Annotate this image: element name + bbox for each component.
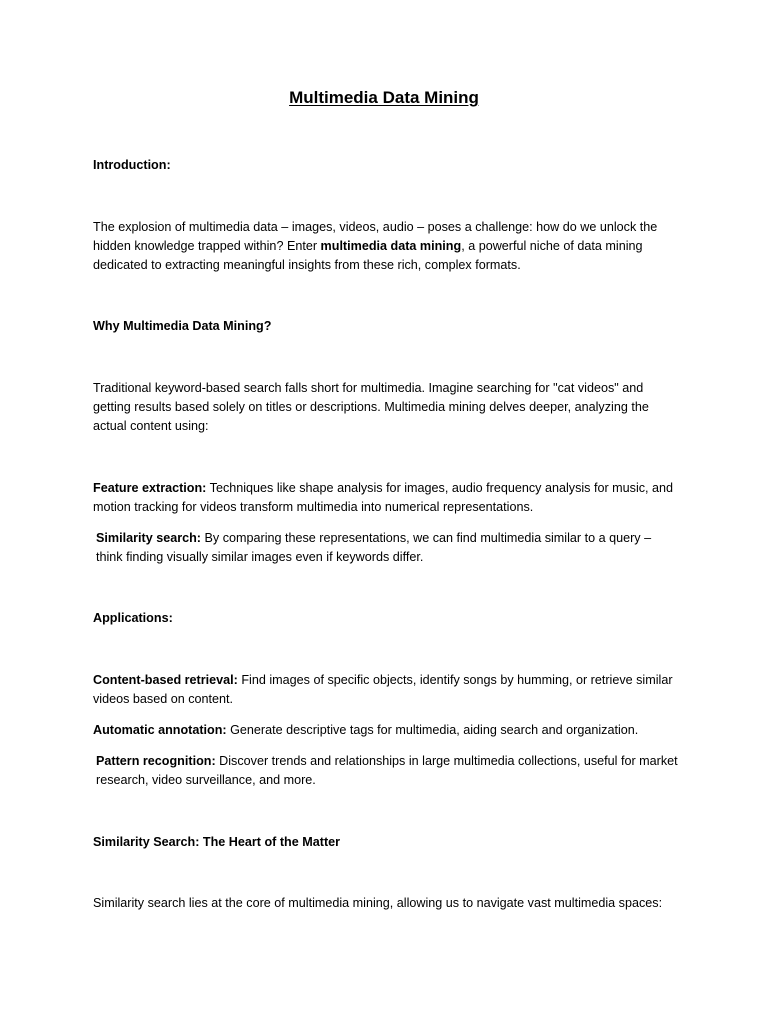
similarity-search-text: By comparing these representations, we can find multimedia similar to a query – think finding visually similar images even if keywords differ. xyxy=(96,531,652,564)
pattern-recognition-text: Discover trends and relationships in large multimedia collections, useful for market research, video surveillance, and more. xyxy=(96,754,678,787)
why-paragraph: Traditional keyword-based search falls short for multimedia. Imagine searching for "cat videos" and getting results based solely on titles or descriptions. Multimedia mining delves deeper, analyzing the actual content using: xyxy=(93,381,649,433)
intro-text-start: The explosion of multimedia data – images, videos, audio – poses a challenge: how do we unlock the hidden knowledge trapped within? Enter xyxy=(93,220,658,253)
introduction-heading: Introduction: xyxy=(93,158,171,172)
content-based-retrieval-item xyxy=(93,671,678,709)
similarity-heading: Similarity Search: The Heart of the Matter xyxy=(93,835,341,849)
document-title: Multimedia Data Mining xyxy=(289,88,479,107)
content-based-retrieval-label: Content-based retrieval: xyxy=(93,673,238,687)
feature-extraction-item xyxy=(93,479,678,517)
introduction-paragraph xyxy=(93,218,678,275)
content-based-retrieval-text: Find images of specific objects, identify songs by humming, or retrieve similar videos based on content. xyxy=(93,673,673,706)
automatic-annotation-text: Generate descriptive tags for multimedia, aiding search and organization. xyxy=(226,723,639,737)
applications-heading: Applications: xyxy=(93,611,173,625)
similarity-search-label: Similarity search: xyxy=(96,531,201,545)
feature-extraction-label: Feature extraction: xyxy=(93,481,207,495)
similarity-paragraph: Similarity search lies at the core of multimedia mining, allowing us to navigate vast multimedia spaces: xyxy=(93,896,663,910)
similarity-search-item xyxy=(96,529,681,567)
why-heading: Why Multimedia Data Mining? xyxy=(93,319,272,333)
automatic-annotation-item xyxy=(93,721,678,740)
pattern-recognition-label: Pattern recognition: xyxy=(96,754,216,768)
intro-text-end: , a powerful niche of data mining dedicated to extracting meaningful insights from these rich, complex formats. xyxy=(93,239,643,272)
pattern-recognition-item xyxy=(96,752,681,790)
intro-bold-term: multimedia data mining xyxy=(320,239,462,253)
automatic-annotation-label: Automatic annotation: xyxy=(93,723,227,737)
feature-extraction-text: Techniques like shape analysis for images, audio frequency analysis for music, and motion tracking for videos transform multimedia into numerical representations. xyxy=(93,481,674,514)
